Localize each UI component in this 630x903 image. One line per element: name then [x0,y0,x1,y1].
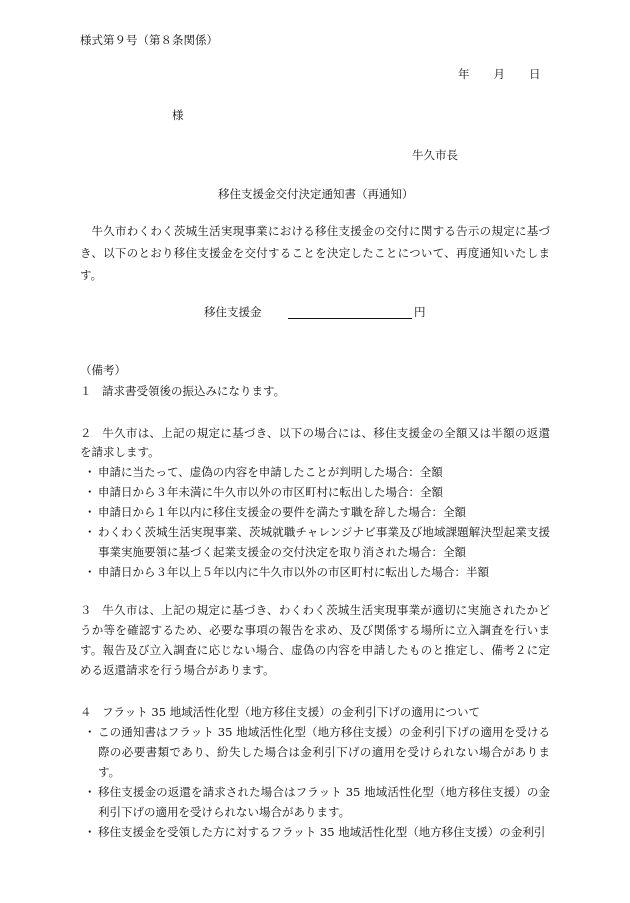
remark-number: ４ [80,705,92,719]
remark-4 [80,702,550,842]
document-title: 移住支援金交付決定通知書（再通知） [218,187,414,201]
list-item: ・ 申請に当たって、虚偽の内容を申請したことが判明した場合：全額 [84,465,443,479]
date-line [458,66,541,83]
list-item: ・ 移住支援金の返還を請求された場合はフラット 35 地域活性化型（地方移住支援）の金利引下げの適用を受けられない場合があります。 [84,785,550,819]
remarks-header: （備考） [80,363,126,377]
date-year: 年 [458,67,470,81]
remark-text: 牛久市は、上記の規定に基づき、わくわく茨城生活実現事業が適切に実施されたかどうか等を確認するため、必要な事項の報告を求め、及び関係する場所に立入調査を行います。報告及び立入調査に応じない場合、虚偽の内容を申請したものと推定し、備考２に定める返還請求を行う場合があります。 [80,603,550,677]
sender-name: 牛久市長 [412,148,458,162]
list-item: ・ 申請日から１年以内に移住支援金の要件を満たす職を辞した場合：全額 [84,505,466,519]
remark-text: 請求書受領後の振込みになります。 [102,384,286,398]
date-month: 月 [493,67,505,81]
list-item: ・ 移住支援金を受領した方に対するフラット 35 地域活性化型（地方移住支援）の金利引 [84,825,546,839]
list-item: ・ 申請日から３年未満に牛久市以外の市区町村に転出した場合：全額 [84,485,443,499]
remark-2-bullets [84,462,550,582]
remark-text: 牛久市は、上記の規定に基づき、以下の場合には、移住支援金の全額又は半額の返還を請求します。 [80,426,550,459]
remark-3 [80,600,550,680]
remark-2 [80,424,550,582]
remark-1 [80,383,550,400]
amount-label: 移住支援金 [204,305,262,319]
list-item: ・ この通知書はフラット 35 地域活性化型（地方移住支援）の金利引下げの適用を受ける際の必要書類であり、紛失した場合は金利引下げの適用を受けられない場合があります。 [84,725,550,779]
remark-number: ２ [80,426,92,440]
amount-unit: 円 [414,305,426,319]
intro-paragraph: 牛久市わくわく茨城生活実現事業における移住支援金の交付に関する告示の規定に基づき、以下のとおり移住支援金を交付することを決定したことについて、再度通知いたします。 [80,224,550,282]
list-item: ・ 申請日から３年以上５年以内に牛久市以外の市区町村に転出した場合：半額 [84,565,489,579]
remark-4-bullets [84,722,550,842]
remark-text: フラット 35 地域活性化型（地方移住支援）の金利引下げの適用について [102,705,480,719]
addressee-suffix: 様 [172,108,184,122]
remark-number: ３ [80,603,92,617]
remark-number: １ [80,384,92,398]
form-number: 様式第９号（第８条関係） [80,33,218,47]
list-item: ・ わくわく茨城生活実現事業、茨城就職チャレンジナビ事業及び地域課題解決型起業支援事業実施要領に基づく起業支援金の交付決定を取り消された場合：全額 [84,525,550,559]
amount-blank-line [288,318,412,319]
date-day: 日 [529,67,541,81]
